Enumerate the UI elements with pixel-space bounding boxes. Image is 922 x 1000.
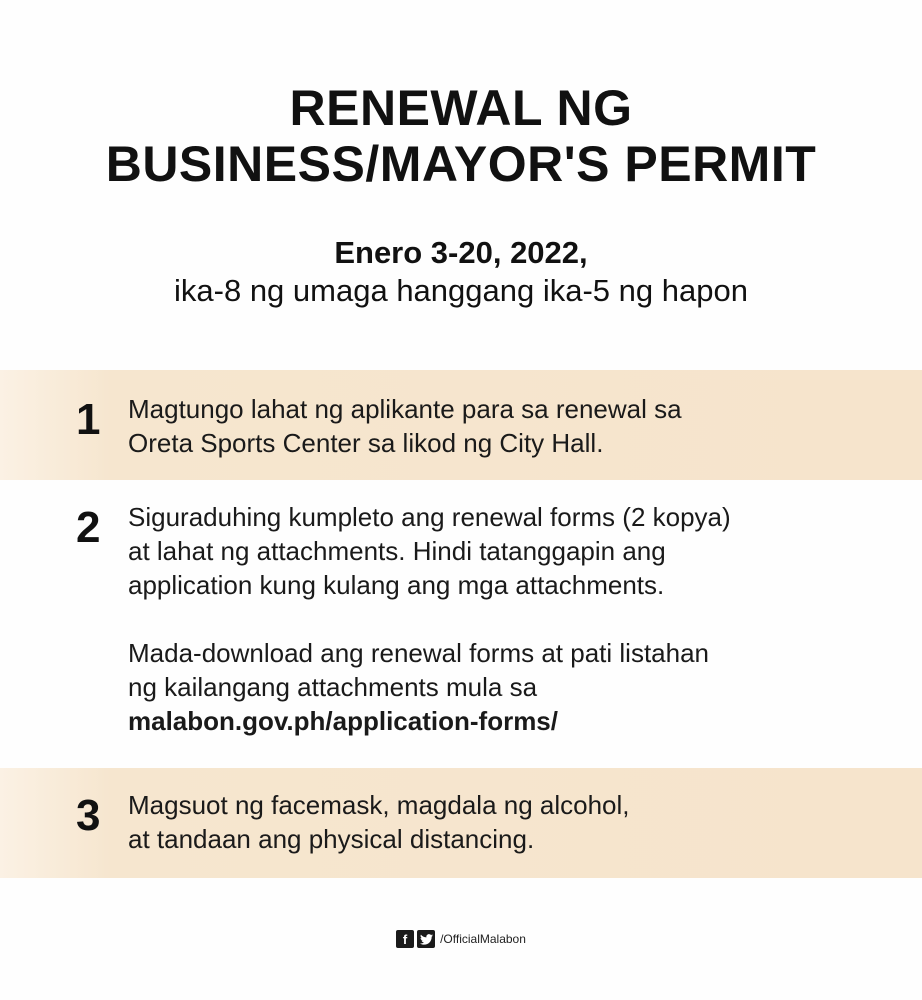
- step-text: [128, 392, 682, 460]
- step-text: [128, 788, 630, 856]
- step-number: 1: [76, 395, 101, 444]
- page-title: [0, 80, 922, 192]
- title-line-2: BUSINESS/MAYOR'S PERMIT: [105, 136, 817, 192]
- step-line: application kung kulang ang mga attachments.: [128, 570, 665, 600]
- step-line: Siguraduhing kumpleto ang renewal forms (2 kopya): [128, 502, 731, 532]
- step-number: 2: [76, 503, 101, 552]
- step-line: at tandaan ang physical distancing.: [128, 824, 535, 854]
- facebook-icon: f: [396, 930, 414, 948]
- step-line: at lahat ng attachments. Hindi tatanggapin ang: [128, 536, 666, 566]
- twitter-icon: [417, 930, 435, 948]
- spacer: [128, 602, 731, 636]
- step-line: Oreta Sports Center sa likod ng City Hall.: [128, 428, 604, 458]
- step-line: Magsuot ng facemask, magdala ng alcohol,: [128, 790, 630, 820]
- social-handle: /OfficialMalabon: [440, 932, 526, 946]
- note-line: Mada-download ang renewal forms at pati listahan: [128, 638, 710, 668]
- step-line: Magtungo lahat ng aplikante para sa renewal sa: [128, 394, 682, 424]
- application-forms-link[interactable]: malabon.gov.ph/application-forms/: [128, 706, 558, 736]
- step-number: 3: [76, 791, 101, 840]
- note-line: ng kailangang attachments mula sa: [128, 672, 538, 702]
- social-footer: [0, 930, 922, 948]
- title-line-1: RENEWAL NG: [289, 80, 633, 136]
- schedule-date: Enero 3-20, 2022,: [334, 235, 588, 270]
- schedule: [0, 234, 922, 310]
- schedule-time: ika-8 ng umaga hanggang ika-5 ng hapon: [174, 273, 748, 308]
- step-text: [128, 500, 731, 738]
